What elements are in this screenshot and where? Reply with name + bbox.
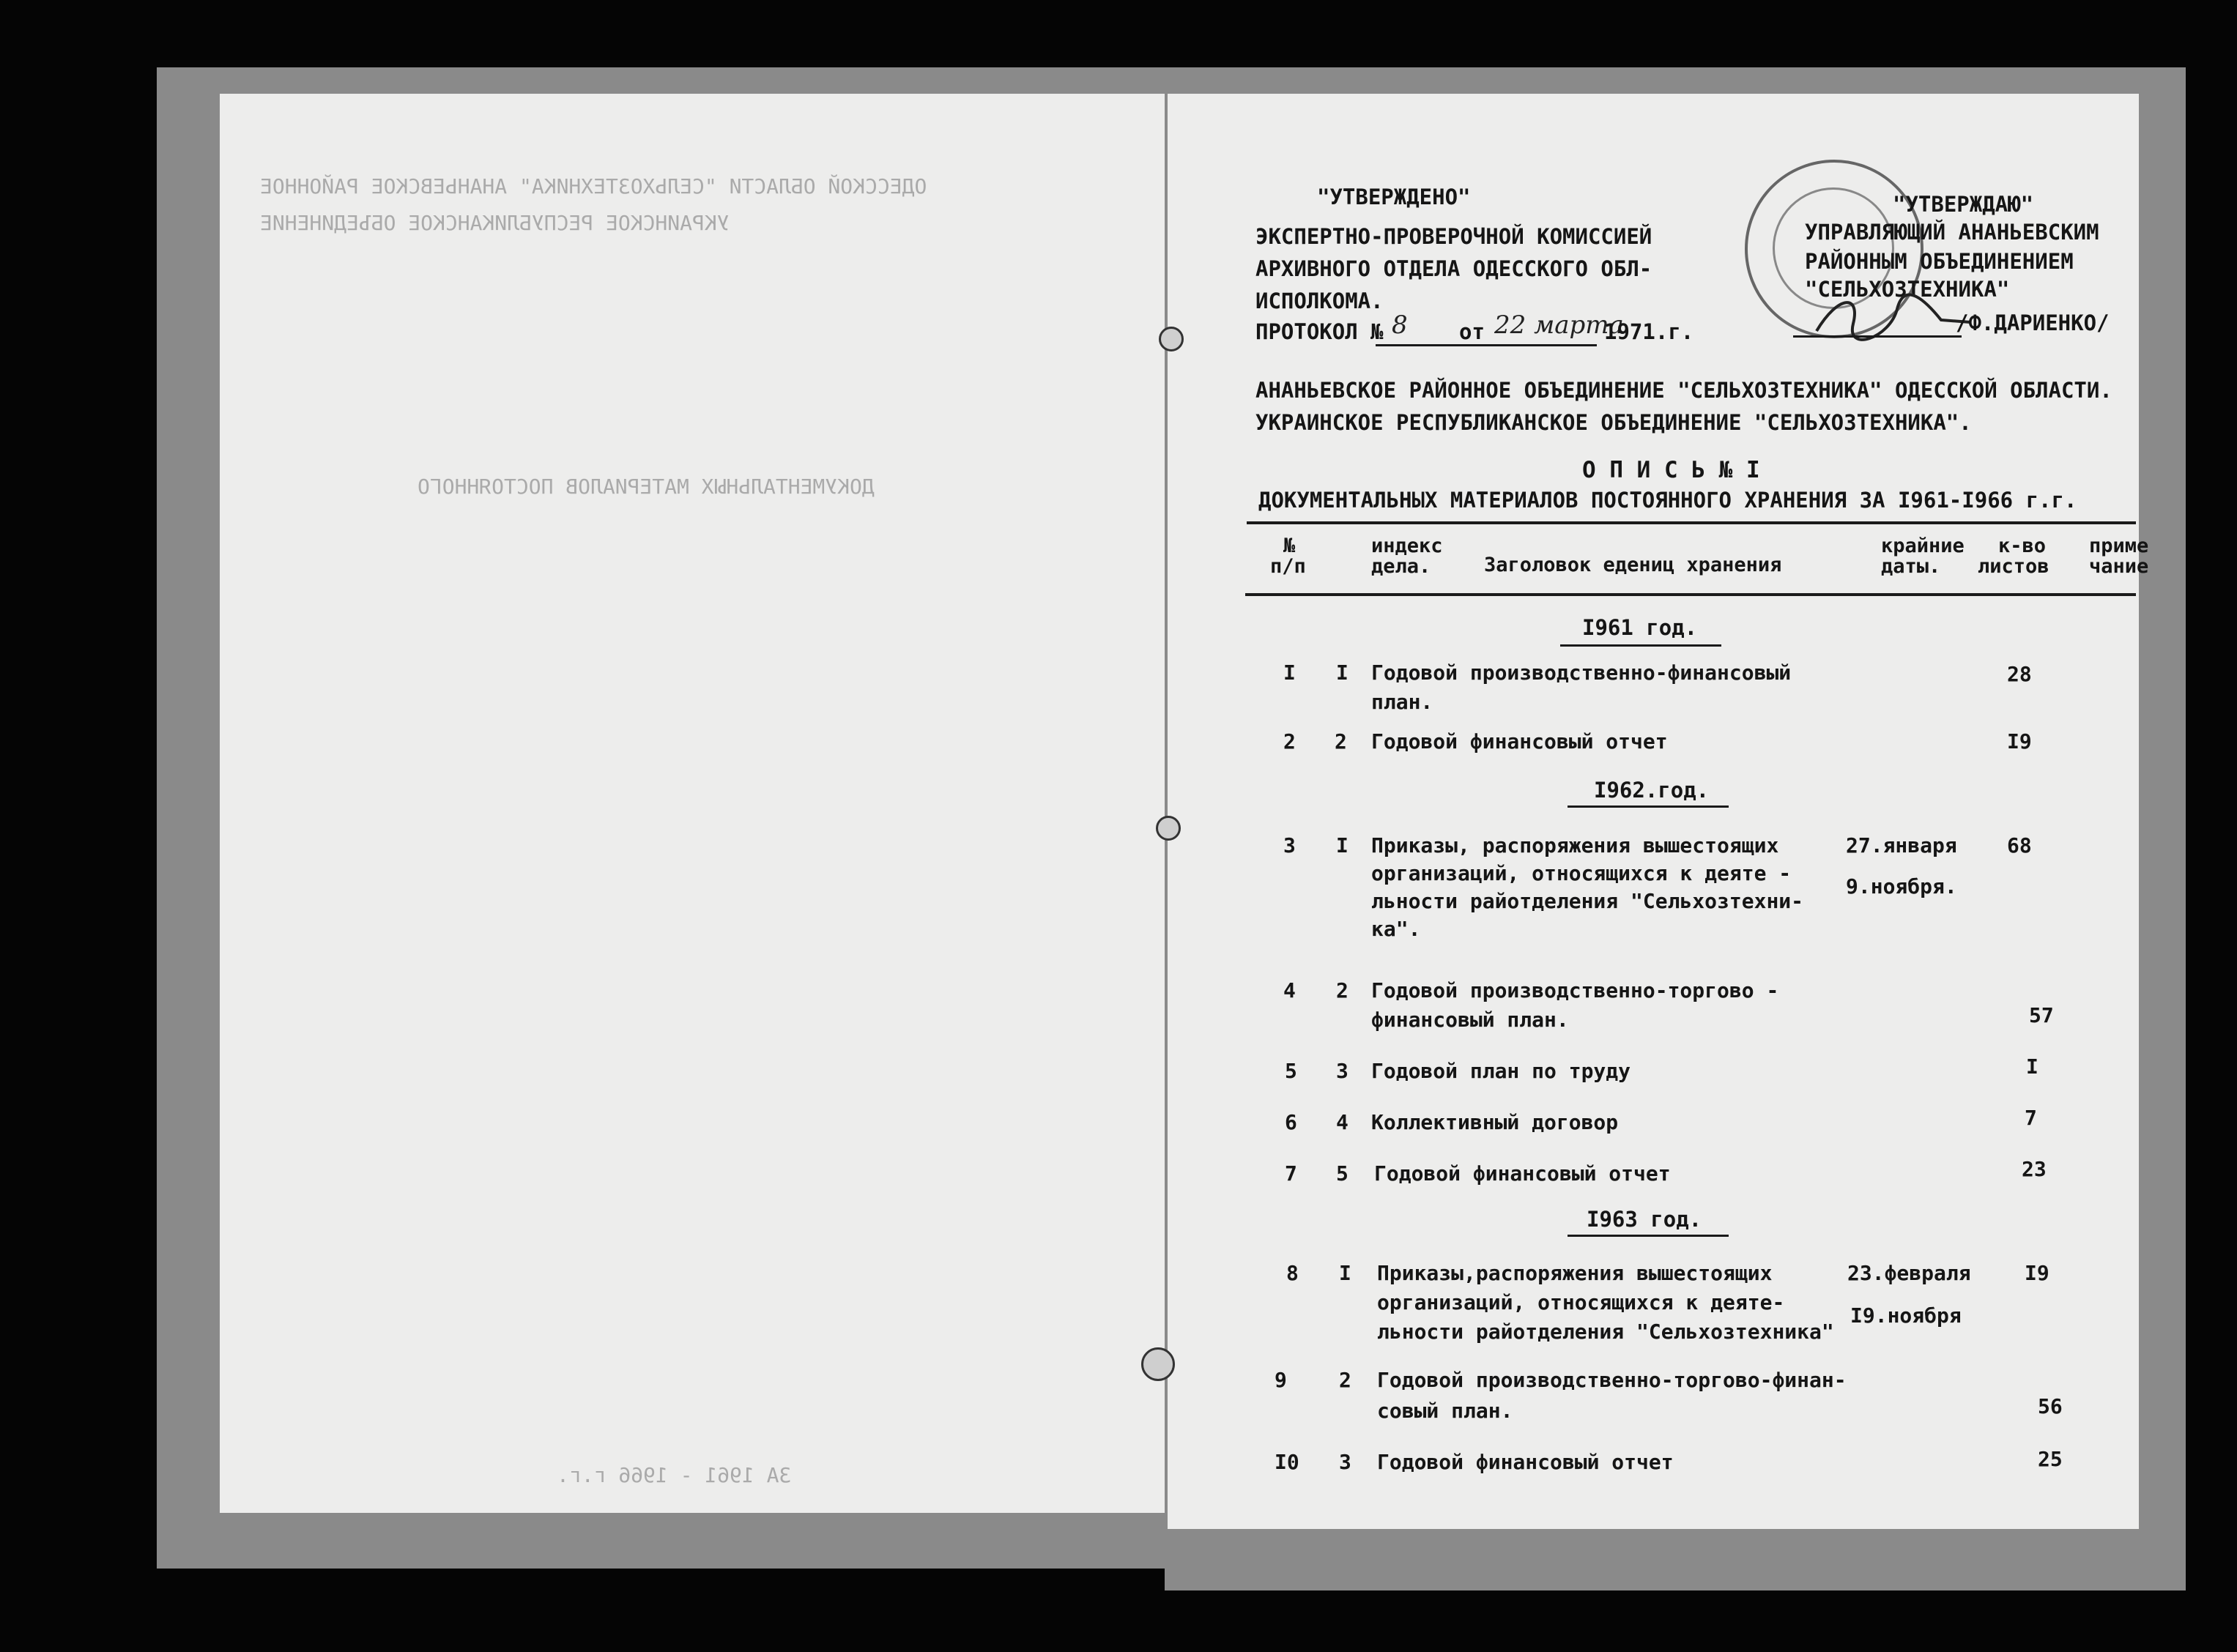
inventory-subtitle: ДОКУМЕНТАЛЬНЫХ МАТЕРИАЛОВ ПОСТОЯННОГО ХРАНЕНИЯ ЗА I961-I966 г.г. (1258, 488, 2077, 513)
year-underline (1560, 644, 1721, 647)
row-sheets: 68 (2007, 833, 2032, 857)
approve-director-signer: /Ф.ДАРИЕНКО/ (1956, 310, 2110, 335)
column-header-number: № (1283, 535, 1296, 557)
row-number: 5 (1285, 1059, 1297, 1083)
year-underline (1568, 1235, 1729, 1237)
row-index: I (1336, 661, 1348, 685)
row-title: организаций, относящихся к деяте - (1371, 861, 1792, 885)
row-sheets: 56 (2038, 1394, 2063, 1418)
row-index: I (1336, 833, 1348, 857)
row-title: Годовой производственно-финансовый (1371, 661, 1792, 685)
column-header-sheets: листов (1978, 555, 2049, 578)
row-sheets: 7 (2025, 1106, 2037, 1130)
row-sheets: 57 (2029, 1003, 2054, 1027)
row-title: Годовой производственно-торгово - (1371, 978, 1779, 1002)
column-header-notes: приме (2089, 535, 2149, 557)
row-title: Приказы, распоряжения вышестоящих (1371, 833, 1779, 857)
row-date-end: I9.ноября (1850, 1303, 1962, 1328)
row-index: 4 (1336, 1110, 1348, 1134)
row-date-end: 9.ноября. (1846, 874, 1957, 898)
binding-stitch (1159, 327, 1184, 351)
row-title: финансовый план. (1371, 1008, 1569, 1032)
row-index: I (1339, 1261, 1351, 1285)
binding-stitch (1141, 1347, 1175, 1381)
row-sheets: 25 (2038, 1447, 2063, 1471)
row-sheets: I9 (2025, 1261, 2049, 1285)
row-title: Годовой финансовый отчет (1374, 1161, 1671, 1186)
column-header-index: дела. (1371, 555, 1431, 578)
header-rule (1245, 593, 2136, 596)
row-title: ка". (1371, 917, 1421, 941)
heading-rule (1247, 521, 2136, 524)
year-underline (1568, 805, 1729, 808)
column-header-dates: крайние (1881, 535, 1965, 557)
organization-line: УКРАИНСКОЕ РЕСПУБЛИКАНСКОЕ ОБЪЕДИНЕНИЕ "СЕЛЬХОЗТЕХНИКА". (1255, 410, 1972, 435)
row-index: 5 (1336, 1161, 1348, 1186)
column-header-number: п/п (1270, 555, 1306, 578)
year-heading: I963 год. (1587, 1207, 1702, 1232)
year-heading: I962.год. (1594, 778, 1710, 803)
protocol-prefix: ПРОТОКОЛ № (1255, 319, 1384, 344)
row-sheets: 28 (2007, 662, 2032, 686)
row-title: совый план. (1377, 1399, 1513, 1423)
bleed-through-text: ОДЕССКОЙ ОБЛАСТИ "СЕЛЬХОЗТЕХНИКА" АНАНЬЕВСКОЕ РАЙОННОЕ (260, 174, 927, 198)
row-number: 9 (1275, 1368, 1287, 1392)
row-title: Годовой производственно-торгово-финан- (1377, 1368, 1847, 1392)
column-header-title: Заголовок едениц хранения (1484, 554, 1782, 576)
row-title: Годовой финансовый отчет (1377, 1450, 1674, 1474)
column-header-dates: даты. (1881, 555, 1941, 578)
left-page (220, 94, 1165, 1513)
row-title: план. (1371, 690, 1433, 714)
row-number: 8 (1286, 1261, 1299, 1285)
row-index: 3 (1336, 1059, 1348, 1083)
year-heading: I961 год. (1582, 615, 1698, 640)
protocol-date: 22 марта (1494, 310, 1624, 340)
approved-commission-line: АРХИВНОГО ОТДЕЛА ОДЕССКОГО ОБЛ- (1255, 256, 1652, 281)
approve-director-title: "УТВЕРЖДАЮ" (1893, 192, 2034, 217)
row-title: льности райотделения "Сельхозтехни- (1371, 889, 1804, 913)
row-number: 3 (1283, 833, 1296, 857)
row-title: Приказы,распоряжения вышестоящих (1377, 1261, 1773, 1285)
signature-underline (1793, 335, 1962, 338)
approved-commission-title: "УТВЕРЖДЕНО" (1317, 185, 1471, 209)
row-title: Годовой финансовый отчет (1371, 729, 1668, 754)
approve-director-line: УПРАВЛЯЮЩИЙ АНАНЬЕВСКИМ (1805, 220, 2099, 245)
approve-director-line: РАЙОННЫМ ОБЪЕДИНЕНИЕМ (1805, 249, 2074, 274)
row-number: I0 (1275, 1450, 1299, 1474)
row-title: Годовой план по труду (1371, 1059, 1631, 1083)
row-index: 2 (1336, 978, 1348, 1002)
bleed-through-text: ДОКУМЕНТАЛЬНЫХ МАТЕРИАЛОВ ПОСТОЯННОГО (418, 475, 875, 499)
bleed-through-text: ЗА 1961 - 1966 г.г. (557, 1463, 792, 1487)
row-number: 4 (1283, 978, 1296, 1002)
row-index: 2 (1335, 729, 1347, 754)
row-title: Коллективный договор (1371, 1110, 1619, 1134)
row-number: I (1283, 661, 1296, 685)
approve-director-line: "СЕЛЬХОЗТЕХНИКА" (1805, 277, 2010, 302)
inventory-title: О П И С Ь № I (1582, 457, 1760, 483)
row-sheets: I (2026, 1054, 2038, 1079)
column-header-sheets: к-во (1998, 535, 2047, 557)
column-header-index: индекс (1371, 535, 1443, 557)
protocol-number: 8 (1392, 310, 1408, 340)
row-number: 7 (1285, 1161, 1297, 1186)
column-header-notes: чание (2089, 555, 2149, 578)
approved-commission-line: ИСПОЛКОМА. (1255, 289, 1384, 313)
row-sheets: 23 (2022, 1157, 2047, 1181)
row-title: организаций, относящихся к деяте- (1377, 1290, 1785, 1314)
row-title: льности райотделения "Сельхозтехника" (1377, 1320, 1834, 1344)
row-date-start: 27.января (1846, 833, 1957, 857)
row-date-start: 23.февраля (1847, 1261, 1971, 1285)
row-index: 2 (1339, 1368, 1351, 1392)
approved-commission-line: ЭКСПЕРТНО-ПРОВЕРОЧНОЙ КОМИССИЕЙ (1255, 224, 1652, 249)
protocol-year: 1971.г. (1604, 319, 1694, 344)
row-sheets: I9 (2007, 729, 2032, 754)
row-index: 3 (1339, 1450, 1351, 1474)
bleed-through-text: УКРАИНСКОЕ РЕСПУБЛИКАНСКОЕ ОБЪЕДИНЕНИЕ (260, 211, 730, 235)
organization-line: АНАНЬЕВСКОЕ РАЙОННОЕ ОБЪЕДИНЕНИЕ "СЕЛЬХОЗТЕХНИКА" ОДЕССКОЙ ОБЛАСТИ. (1255, 378, 2112, 403)
row-number: 2 (1283, 729, 1296, 754)
binding-stitch (1156, 816, 1181, 841)
protocol-underline (1376, 344, 1597, 346)
protocol-from: от (1459, 319, 1485, 344)
row-number: 6 (1285, 1110, 1297, 1134)
